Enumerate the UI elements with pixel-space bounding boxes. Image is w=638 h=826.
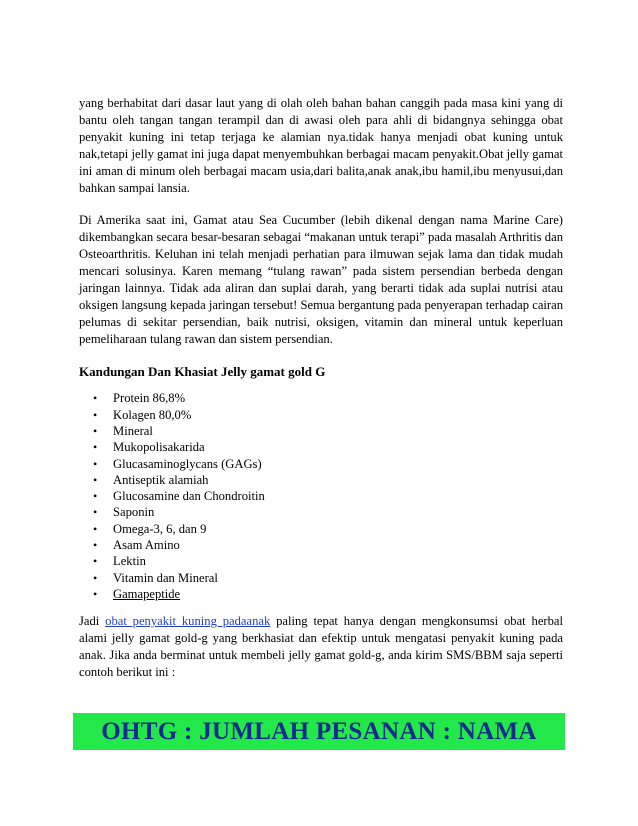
list-item: • Vitamin dan Mineral [113,570,563,586]
list-item: • Mineral [113,423,563,439]
order-format-text: OHTG : JUMLAH PESANAN : NAMA [101,717,537,745]
list-item-link[interactable]: • Gamapeptide [113,586,563,602]
paragraph-amerika: Di Amerika saat ini, Gamat atau Sea Cucumber (lebih dikenal dengan nama Marine Care) dikembangkan secara besar-besaran sebagai “makanan untuk terapi” pada masalah Arthritis dan Osteoarthritis. Keluhan ini telah menjadi perhatian para ilmuwan sejak lama dan tidak mudah mencari solusinya. Karen memang “tulang rawan” pada sistem persendian berbeda dengan jaringan lainnya. Tidak ada aliran dan suplai darah, yang berarti tidak ada suplai nutrisi atau oksigen langsung kepada jaringan tersebut! Semua bergantung pada penyerapan terhadap cairan pelumas di sekitar persendian, baik nutrisi, oksigen, vitamin dan mineral untuk keperluan pemeliharaan tulang rawan dan sistem persendian. [79,212,563,347]
obat-penyakit-kuning-link[interactable]: obat penyakit kuning padaanak [105,614,271,629]
list-item: • Glucosamine dan Chondroitin [113,488,563,504]
ingredient-list [79,390,563,602]
list-item: • Mukopolisakarida [113,439,563,455]
list-item: • Antiseptik alamiah [113,472,563,488]
list-item: • Asam Amino [113,537,563,553]
list-item: • Omega-3, 6, dan 9 [113,521,563,537]
list-item: • Kolagen 80,0% [113,407,563,423]
document-body [79,95,563,682]
closing-text-end: paling tepat hanya dengan mengkonsumsi obat herbal alami jelly gamat gold-g yang berkhasiat dan efektip untuk mengatasi penyakit kuning pada anak. Jika anda berminat untuk membeli jelly gamat gold-g, anda kirim SMS/BBM saja seperti contoh berikut ini : [79,614,563,680]
list-item: • Lektin [113,553,563,569]
list-item: • Glucasaminoglycans (GAGs) [113,456,563,472]
paragraph-habitat: yang berhabitat dari dasar laut yang di olah oleh bahan bahan canggih pada masa kini yang di bantu oleh tangan tangan terampil dan di awasi oleh para ahli di bidangnya sehingga obat penyakit kuning ini tetap terjaga ke alamian nya.tidak hanya menjadi obat kuning untuk nak,tetapi jelly gamat ini juga dapat menyembuhkan berbagai macam penyakit.Obat jelly gamat ini aman di minum oleh berbagai macam usia,dari balita,anak anak,ibu hamil,ibu menyusui,dan bahkan sampai lansia. [79,96,563,196]
list-item: • Protein 86,8% [113,390,563,406]
paragraph-closing [79,613,563,681]
order-format-banner [73,713,565,750]
list-item: • Saponin [113,504,563,520]
closing-text-start: Jadi [79,614,106,629]
section-heading: Kandungan Dan Khasiat Jelly gamat gold G [79,364,326,380]
